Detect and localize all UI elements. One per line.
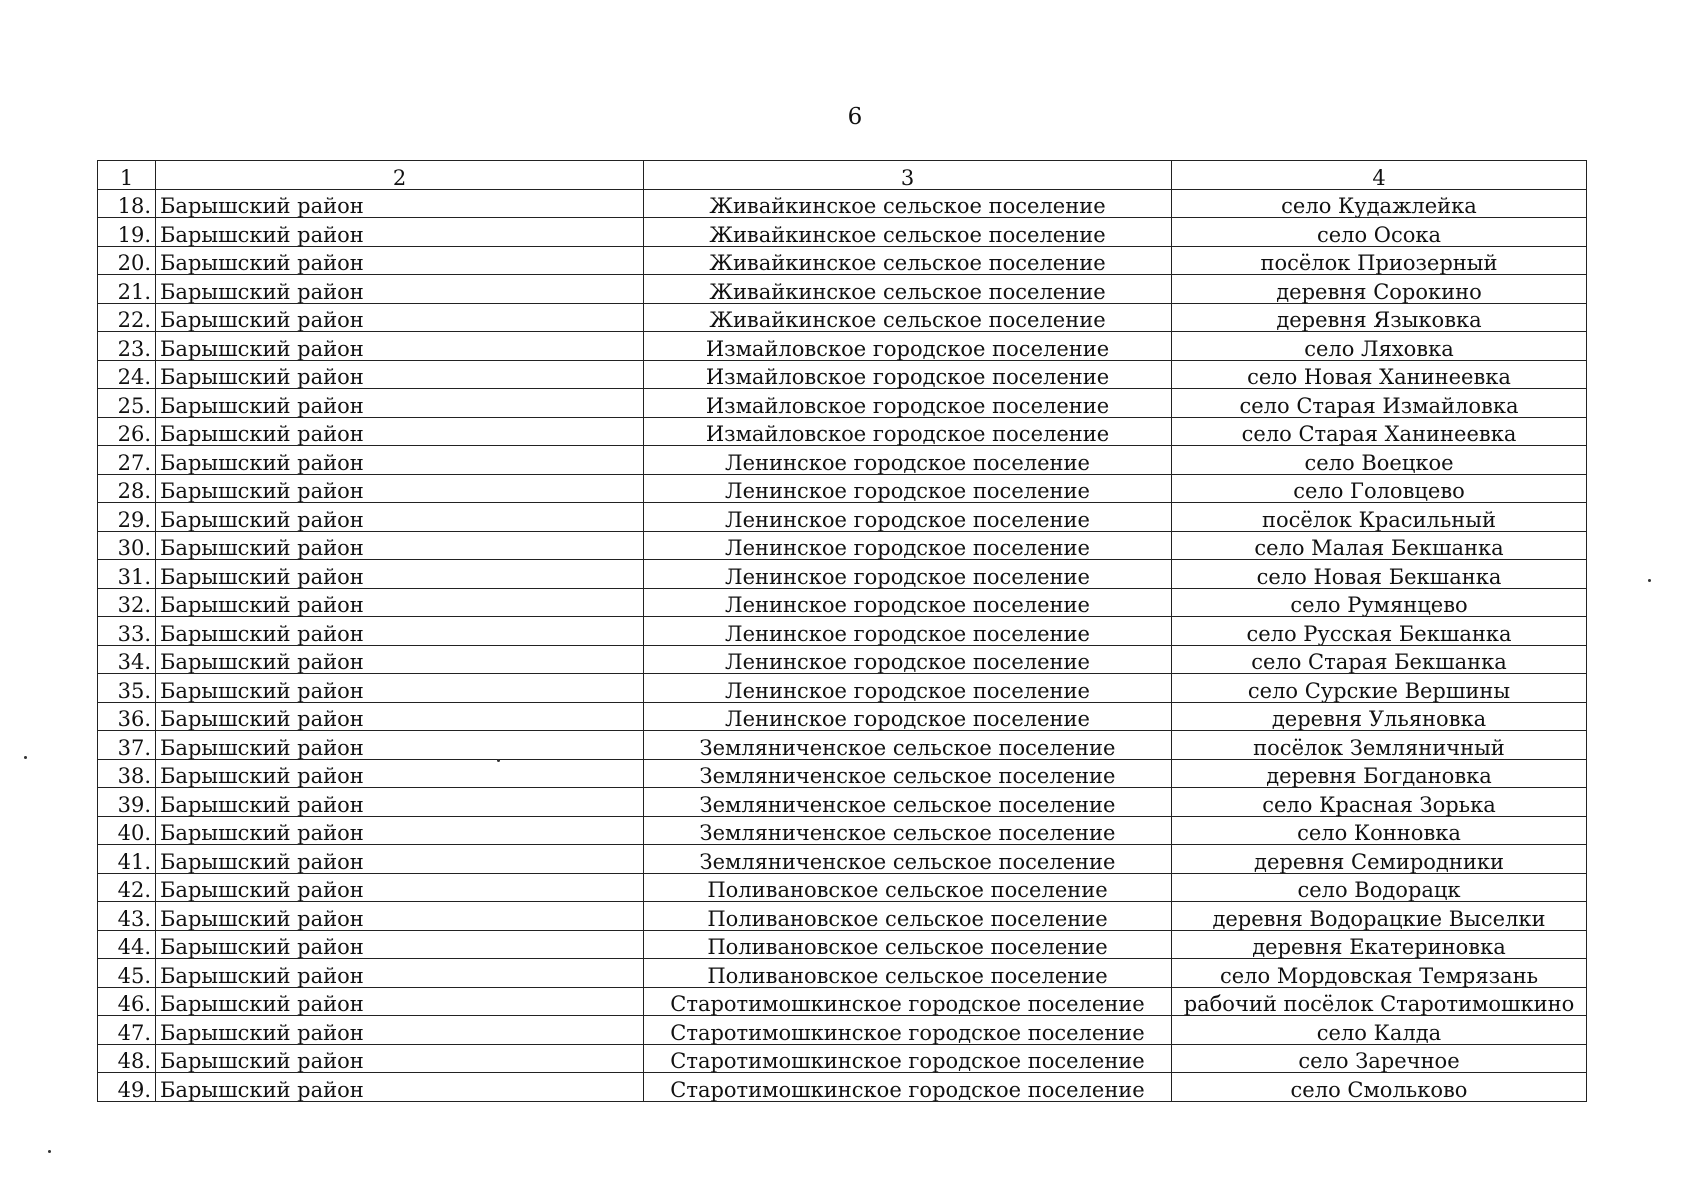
table-row <box>98 218 1587 247</box>
table-row <box>98 389 1587 418</box>
column-header-settlement: 3 <box>644 161 1172 190</box>
settlement-cell: Ленинское городское поселение <box>644 560 1172 589</box>
row-number: 26. <box>98 417 156 446</box>
district-cell: Барышский район <box>156 503 644 532</box>
settlement-cell: Живайкинское сельское поселение <box>644 189 1172 218</box>
row-number: 48. <box>98 1044 156 1073</box>
table-row <box>98 987 1587 1016</box>
district-cell: Барышский район <box>156 645 644 674</box>
table-row <box>98 1016 1587 1045</box>
settlement-cell: Ленинское городское поселение <box>644 588 1172 617</box>
settlement-cell: Земляниченское сельское поселение <box>644 845 1172 874</box>
row-number: 37. <box>98 731 156 760</box>
locality-cell: село Малая Бекшанка <box>1172 531 1587 560</box>
column-header-number: 1 <box>98 161 156 190</box>
district-cell: Барышский район <box>156 959 644 988</box>
settlement-cell: Измайловское городское поселение <box>644 360 1172 389</box>
row-number: 41. <box>98 845 156 874</box>
table-row <box>98 1073 1587 1102</box>
locality-cell: село Старая Измайловка <box>1172 389 1587 418</box>
settlement-cell: Ленинское городское поселение <box>644 674 1172 703</box>
settlement-cell: Измайловское городское поселение <box>644 417 1172 446</box>
row-number: 28. <box>98 474 156 503</box>
settlement-cell: Земляниченское сельское поселение <box>644 759 1172 788</box>
settlement-cell: Поливановское сельское поселение <box>644 959 1172 988</box>
table-row <box>98 275 1587 304</box>
settlement-cell: Земляниченское сельское поселение <box>644 816 1172 845</box>
locality-cell: посёлок Земляничный <box>1172 731 1587 760</box>
locality-cell: посёлок Приозерный <box>1172 246 1587 275</box>
district-cell: Барышский район <box>156 332 644 361</box>
district-cell: Барышский район <box>156 702 644 731</box>
locality-cell: село Кудажлейка <box>1172 189 1587 218</box>
locality-cell: деревня Водорацкие Выселки <box>1172 902 1587 931</box>
locality-cell: село Русская Бекшанка <box>1172 617 1587 646</box>
table-row <box>98 902 1587 931</box>
locality-cell: село Смольково <box>1172 1073 1587 1102</box>
district-cell: Барышский район <box>156 902 644 931</box>
district-cell: Барышский район <box>156 275 644 304</box>
row-number: 45. <box>98 959 156 988</box>
row-number: 18. <box>98 189 156 218</box>
settlement-cell: Земляниченское сельское поселение <box>644 788 1172 817</box>
district-cell: Барышский район <box>156 360 644 389</box>
district-cell: Барышский район <box>156 930 644 959</box>
row-number: 23. <box>98 332 156 361</box>
table-row <box>98 246 1587 275</box>
settlement-cell: Ленинское городское поселение <box>644 446 1172 475</box>
table-row <box>98 446 1587 475</box>
settlement-cell: Измайловское городское поселение <box>644 332 1172 361</box>
table-row <box>98 332 1587 361</box>
table-row <box>98 930 1587 959</box>
settlement-cell: Ленинское городское поселение <box>644 702 1172 731</box>
locality-cell: село Головцево <box>1172 474 1587 503</box>
locality-cell: село Новая Бекшанка <box>1172 560 1587 589</box>
locality-cell: село Заречное <box>1172 1044 1587 1073</box>
scan-speck <box>497 759 500 762</box>
settlements-table <box>97 160 1587 1102</box>
locality-cell: село Ляховка <box>1172 332 1587 361</box>
district-cell: Барышский район <box>156 417 644 446</box>
district-cell: Барышский район <box>156 617 644 646</box>
locality-cell: село Мордовская Темрязань <box>1172 959 1587 988</box>
district-cell: Барышский район <box>156 674 644 703</box>
row-number: 46. <box>98 987 156 1016</box>
locality-cell: село Старая Ханинеевка <box>1172 417 1587 446</box>
row-number: 36. <box>98 702 156 731</box>
scan-speck <box>1648 579 1651 582</box>
settlement-cell: Живайкинское сельское поселение <box>644 303 1172 332</box>
table-row <box>98 702 1587 731</box>
district-cell: Барышский район <box>156 788 644 817</box>
table-row <box>98 845 1587 874</box>
settlement-cell: Старотимошкинское городское поселение <box>644 1044 1172 1073</box>
district-cell: Барышский район <box>156 189 644 218</box>
row-number: 20. <box>98 246 156 275</box>
row-number: 30. <box>98 531 156 560</box>
settlement-cell: Поливановское сельское поселение <box>644 873 1172 902</box>
district-cell: Барышский район <box>156 1016 644 1045</box>
row-number: 42. <box>98 873 156 902</box>
locality-cell: село Сурские Вершины <box>1172 674 1587 703</box>
settlement-cell: Старотимошкинское городское поселение <box>644 1073 1172 1102</box>
table-row <box>98 759 1587 788</box>
row-number: 39. <box>98 788 156 817</box>
table-row <box>98 360 1587 389</box>
district-cell: Барышский район <box>156 588 644 617</box>
locality-cell: деревня Сорокино <box>1172 275 1587 304</box>
settlement-cell: Измайловское городское поселение <box>644 389 1172 418</box>
district-cell: Барышский район <box>156 246 644 275</box>
column-header-district: 2 <box>156 161 644 190</box>
table-row <box>98 645 1587 674</box>
row-number: 31. <box>98 560 156 589</box>
row-number: 44. <box>98 930 156 959</box>
table-row <box>98 816 1587 845</box>
header-row <box>98 161 1587 190</box>
row-number: 22. <box>98 303 156 332</box>
row-number: 49. <box>98 1073 156 1102</box>
row-number: 27. <box>98 446 156 475</box>
row-number: 21. <box>98 275 156 304</box>
settlement-cell: Земляниченское сельское поселение <box>644 731 1172 760</box>
locality-cell: посёлок Красильный <box>1172 503 1587 532</box>
table-row <box>98 560 1587 589</box>
table-row <box>98 503 1587 532</box>
settlement-cell: Ленинское городское поселение <box>644 645 1172 674</box>
table-row <box>98 959 1587 988</box>
settlement-cell: Ленинское городское поселение <box>644 503 1172 532</box>
locality-cell: деревня Языковка <box>1172 303 1587 332</box>
locality-cell: село Красная Зорька <box>1172 788 1587 817</box>
locality-cell: село Конновка <box>1172 816 1587 845</box>
table-row <box>98 588 1587 617</box>
district-cell: Барышский район <box>156 1044 644 1073</box>
table-row <box>98 873 1587 902</box>
district-cell: Барышский район <box>156 873 644 902</box>
locality-cell: село Воецкое <box>1172 446 1587 475</box>
settlement-cell: Старотимошкинское городское поселение <box>644 987 1172 1016</box>
district-cell: Барышский район <box>156 987 644 1016</box>
locality-cell: деревня Екатериновка <box>1172 930 1587 959</box>
settlement-cell: Живайкинское сельское поселение <box>644 218 1172 247</box>
table-row <box>98 617 1587 646</box>
district-cell: Барышский район <box>156 474 644 503</box>
table-body <box>98 189 1587 1101</box>
locality-cell: деревня Богдановка <box>1172 759 1587 788</box>
settlement-cell: Ленинское городское поселение <box>644 474 1172 503</box>
locality-cell: деревня Ульяновка <box>1172 702 1587 731</box>
row-number: 34. <box>98 645 156 674</box>
row-number: 35. <box>98 674 156 703</box>
table-row <box>98 417 1587 446</box>
row-number: 19. <box>98 218 156 247</box>
row-number: 29. <box>98 503 156 532</box>
locality-cell: деревня Семиродники <box>1172 845 1587 874</box>
table-row <box>98 1044 1587 1073</box>
district-cell: Барышский район <box>156 759 644 788</box>
locality-cell: село Румянцево <box>1172 588 1587 617</box>
settlement-cell: Поливановское сельское поселение <box>644 930 1172 959</box>
table-row <box>98 788 1587 817</box>
district-cell: Барышский район <box>156 531 644 560</box>
table-row <box>98 303 1587 332</box>
district-cell: Барышский район <box>156 731 644 760</box>
settlement-cell: Старотимошкинское городское поселение <box>644 1016 1172 1045</box>
table-row <box>98 731 1587 760</box>
district-cell: Барышский район <box>156 560 644 589</box>
district-cell: Барышский район <box>156 218 644 247</box>
settlement-cell: Живайкинское сельское поселение <box>644 275 1172 304</box>
table-row <box>98 674 1587 703</box>
scan-speck <box>24 756 27 759</box>
locality-cell: село Осока <box>1172 218 1587 247</box>
column-header-locality: 4 <box>1172 161 1587 190</box>
row-number: 47. <box>98 1016 156 1045</box>
settlement-cell: Ленинское городское поселение <box>644 617 1172 646</box>
scan-speck <box>48 1150 51 1153</box>
table-row <box>98 189 1587 218</box>
district-cell: Барышский район <box>156 389 644 418</box>
district-cell: Барышский район <box>156 446 644 475</box>
page-number: 6 <box>847 104 863 130</box>
row-number: 24. <box>98 360 156 389</box>
locality-cell: село Калда <box>1172 1016 1587 1045</box>
row-number: 40. <box>98 816 156 845</box>
row-number: 43. <box>98 902 156 931</box>
row-number: 25. <box>98 389 156 418</box>
table-row <box>98 531 1587 560</box>
locality-cell: село Новая Ханинеевка <box>1172 360 1587 389</box>
district-cell: Барышский район <box>156 303 644 332</box>
row-number: 33. <box>98 617 156 646</box>
row-number: 32. <box>98 588 156 617</box>
district-cell: Барышский район <box>156 1073 644 1102</box>
settlement-cell: Живайкинское сельское поселение <box>644 246 1172 275</box>
district-cell: Барышский район <box>156 816 644 845</box>
locality-cell: рабочий посёлок Старотимошкино <box>1172 987 1587 1016</box>
locality-cell: село Водорацк <box>1172 873 1587 902</box>
row-number: 38. <box>98 759 156 788</box>
settlement-cell: Ленинское городское поселение <box>644 531 1172 560</box>
table-row <box>98 474 1587 503</box>
settlement-cell: Поливановское сельское поселение <box>644 902 1172 931</box>
district-cell: Барышский район <box>156 845 644 874</box>
locality-cell: село Старая Бекшанка <box>1172 645 1587 674</box>
